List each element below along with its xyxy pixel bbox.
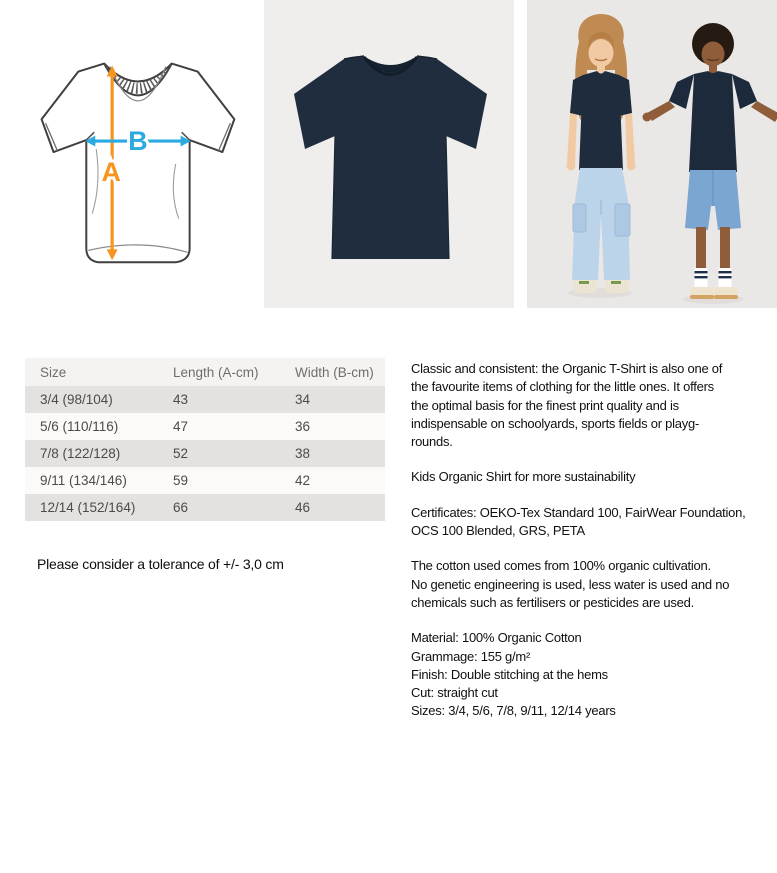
label-a: A [101,156,121,187]
size-cell: 3/4 (98/104) [40,392,113,407]
text-line: OCS 100 Blended, GRS, PETA [411,523,585,539]
table-row [25,386,385,413]
spec-material: Material: 100% Organic Cotton [411,630,582,646]
label-b: B [128,126,148,157]
column-header-width: Width (B-cm) [280,358,385,386]
cotton-paragraph [411,557,775,612]
text-line: Kids Organic Shirt for more sustainability [411,469,636,485]
boy-model [643,23,777,299]
sustainability-paragraph [411,468,775,486]
text-line: rounds. [411,434,453,450]
text-line: Classic and consistent: the Organic T-Shirt is also one of [411,361,723,376]
text-line: indispensable on schoolyards, sports fields or playg- [411,415,700,431]
size-cell: 5/6 (110/116) [40,419,119,434]
girl-model [567,14,636,293]
measurement-diagram-image [0,0,264,308]
column-header-length: Length (A-cm) [158,358,280,386]
spec-grammage: Grammage: 155 g/m² [411,648,531,664]
table-row [25,494,385,521]
table-row [25,440,385,467]
width-cell: 42 [295,473,311,488]
table-row [25,413,385,440]
column-header-size: Size [25,358,158,386]
text-line: No genetic engineering is used, less water is used and no [411,576,730,592]
length-cell: 43 [173,392,189,407]
spec-cut: Cut: straight cut [411,685,498,701]
tshirt-measurement-diagram-icon [0,0,264,308]
length-cell: 59 [173,473,189,488]
width-cell: 34 [295,392,311,407]
spec-finish: Finish: Double stitching at the hems [411,666,608,682]
length-cell: 47 [173,419,189,434]
length-cell: 52 [173,446,189,461]
text-line: the optimal basis for the finest print quality and is [411,397,679,413]
spec-sizes: Sizes: 3/4, 5/6, 7/8, 9/11, 12/14 years [411,703,616,719]
intro-paragraph [411,360,775,451]
tshirt-outline [42,64,235,263]
text-line: Certificates: OEKO-Tex Standard 100, FairWear Foundation, [411,504,746,520]
text-line: the favourite items of clothing for the little ones. It offers [411,379,714,395]
size-cell: 12/14 (152/164) [40,500,136,515]
product-description [411,360,775,738]
navy-tshirt-front-icon [264,0,514,308]
text-line: chemicals such as fertilisers or pesticides are used. [411,594,694,610]
width-cell: 46 [295,500,311,515]
size-table-header-row [25,358,385,386]
length-cell: 66 [173,500,189,515]
tolerance-note: Please consider a tolerance of +/- 3,0 cm [37,556,284,572]
product-photo [264,0,514,308]
table-row [25,467,385,494]
specs-paragraph [411,629,775,720]
navy-tshirt [294,56,487,259]
width-cell: 36 [295,419,311,434]
size-cell: 7/8 (122/128) [40,446,121,461]
width-cell: 38 [295,446,311,461]
size-cell: 9/11 (134/146) [40,473,127,488]
kids-models-illustration [527,0,777,308]
size-table [25,358,385,521]
models-photo [527,0,777,308]
text-line: The cotton used comes from 100% organic cultivation. [411,558,711,574]
certificates-paragraph [411,504,775,541]
